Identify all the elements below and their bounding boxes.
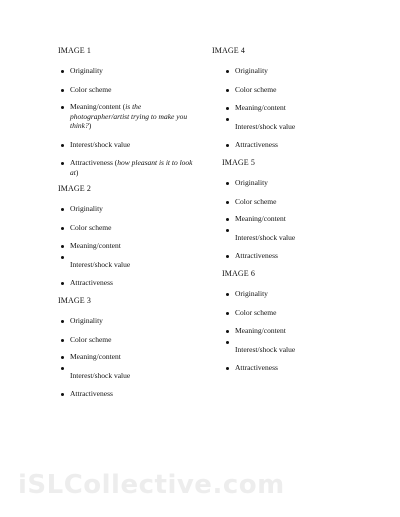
list-item: Originality <box>70 316 103 325</box>
bullet-icon <box>61 367 64 370</box>
bullet-icon <box>226 218 229 221</box>
bullet-icon <box>61 320 64 323</box>
section-title: IMAGE 4 <box>212 46 245 55</box>
bullet-icon <box>226 201 229 204</box>
list-item: Meaning/content (is the photographer/artist trying to make you think?) <box>70 102 188 130</box>
bullet-icon <box>61 144 64 147</box>
list-item: Interest/shock value <box>235 345 296 354</box>
bullet-icon <box>226 107 229 110</box>
bullet-icon <box>61 227 64 230</box>
list-item: Attractiveness <box>70 278 113 287</box>
bullet-icon <box>226 255 229 258</box>
list-item: Interest/shock value <box>70 260 131 269</box>
bullet-icon <box>226 293 229 296</box>
list-item: Color scheme <box>235 85 277 94</box>
bullet-icon <box>61 256 64 259</box>
section-title: IMAGE 3 <box>58 296 91 305</box>
list-item: Meaning/content <box>235 103 286 112</box>
list-item: Interest/shock value <box>235 233 296 242</box>
list-item: Originality <box>70 204 103 213</box>
bullet-icon <box>61 282 64 285</box>
bullet-icon <box>226 70 229 73</box>
bullet-icon <box>226 341 229 344</box>
bullet-icon <box>61 245 64 248</box>
bullet-icon <box>226 312 229 315</box>
list-item: Interest/shock value <box>235 122 296 131</box>
bullet-icon <box>61 356 64 359</box>
section-title: IMAGE 6 <box>222 269 255 278</box>
list-item: Color scheme <box>70 85 112 94</box>
list-item: Color scheme <box>70 335 112 344</box>
list-item: Meaning/content <box>70 241 121 250</box>
section-title: IMAGE 1 <box>58 46 91 55</box>
list-item: Attractiveness (how pleasant is it to look at) <box>70 158 193 177</box>
list-item: Color scheme <box>235 197 277 206</box>
bullet-icon <box>226 182 229 185</box>
list-item: Meaning/content <box>235 326 286 335</box>
bullet-icon <box>226 144 229 147</box>
section-title: IMAGE 5 <box>222 158 255 167</box>
list-item: Attractiveness <box>235 251 278 260</box>
bullet-icon <box>61 208 64 211</box>
bullet-icon <box>61 393 64 396</box>
list-item: Color scheme <box>235 308 277 317</box>
bullet-icon <box>226 367 229 370</box>
list-item: Interest/shock value <box>70 140 131 149</box>
list-item: Originality <box>70 66 103 75</box>
list-item: Originality <box>235 66 268 75</box>
list-item: Attractiveness <box>70 389 113 398</box>
bullet-icon <box>61 339 64 342</box>
list-item: Interest/shock value <box>70 371 131 380</box>
watermark-logo: iSLCollective.com <box>18 470 285 500</box>
list-item: Attractiveness <box>235 140 278 149</box>
list-item: Color scheme <box>70 223 112 232</box>
bullet-icon <box>61 106 64 109</box>
list-item: Attractiveness <box>235 363 278 372</box>
list-item: Originality <box>235 289 268 298</box>
bullet-icon <box>61 89 64 92</box>
bullet-icon <box>226 89 229 92</box>
bullet-icon <box>226 330 229 333</box>
bullet-icon <box>226 118 229 121</box>
bullet-icon <box>61 162 64 165</box>
section-title: IMAGE 2 <box>58 184 91 193</box>
list-item: Originality <box>235 178 268 187</box>
list-item: Meaning/content <box>70 352 121 361</box>
list-item: Meaning/content <box>235 214 286 223</box>
bullet-icon <box>61 70 64 73</box>
bullet-icon <box>226 229 229 232</box>
